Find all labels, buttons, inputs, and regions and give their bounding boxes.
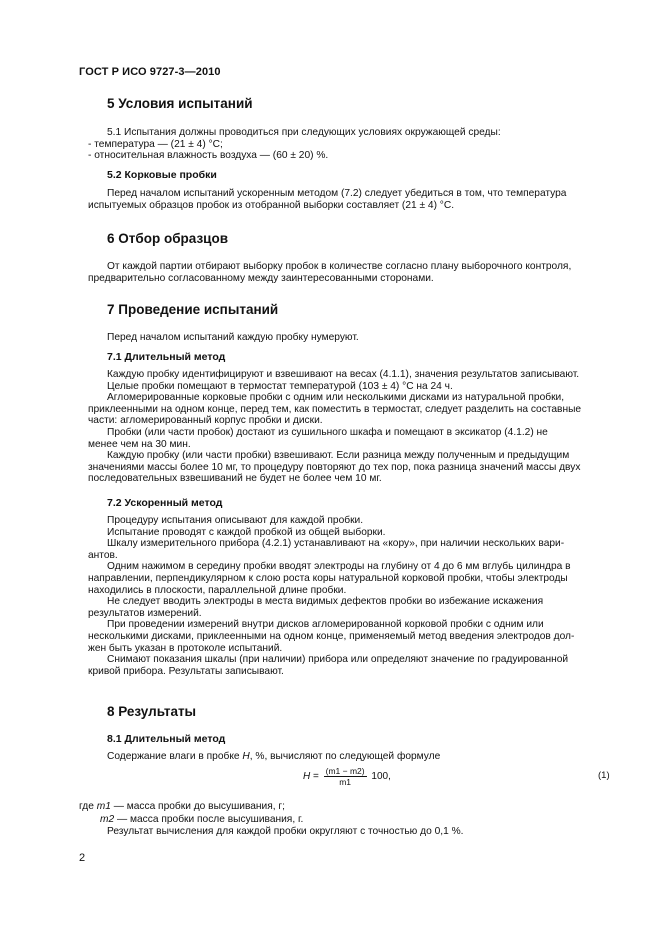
section-5-1-text xyxy=(88,127,614,162)
text-line: Перед началом испытаний каждую пробку нумеруют. xyxy=(107,332,359,343)
text-line: Одним нажимом в середину пробки вводят электроды на глубину от 4 до 6 мм вглубь цилиндра в xyxy=(107,561,571,573)
text-line: Шкалу измерительного прибора (4.2.1) устанавливают на «кору», при наличии нескольких вари- xyxy=(107,538,565,550)
text-line: Процедуру испытания описывают для каждой пробки. xyxy=(107,515,364,526)
intro-pre: Содержание влаги в пробке xyxy=(107,751,243,762)
text-line: последовательных взвешиваний не будет не более чем 10 мг. xyxy=(88,473,382,485)
section-8-1-title: 8.1 Длительный метод xyxy=(107,733,226,745)
section-7-2-title: 7.2 Ускоренный метод xyxy=(107,497,223,509)
text-line: Снимают показания шкалы (при наличии) прибора или определяют значение по градуированной xyxy=(107,654,569,666)
section-5-title: 5 Условия испытаний xyxy=(107,96,253,111)
section-5-2-text xyxy=(88,188,614,211)
text-line: предварительно согласованному между заинтересованными сторонами. xyxy=(88,272,434,284)
formula-denominator: m1 xyxy=(339,777,352,787)
text-line: значениями массы более 10 мг, то процедуру повторяют до тех пор, пока разница значений массы двух xyxy=(88,461,581,473)
text-line: направлении, перпендикулярном к слою роста коры натуральной корковой пробки, чтобы электроды xyxy=(88,572,568,584)
variable-m2: m2 xyxy=(100,814,115,825)
section-8-1-intro xyxy=(88,751,614,763)
where-m1-text: — масса пробки до высушивания, г; xyxy=(110,801,285,812)
text-line: Каждую пробку (или части пробки) взвешивают. Если разница между полученным и предыдущим xyxy=(107,450,570,462)
text-line: - относительная влажность воздуха — (60 ± 20) %. xyxy=(88,150,329,162)
section-7-title: 7 Проведение испытаний xyxy=(107,302,279,317)
text-line: Пробки (или части пробок) достают из сушильного шкафа и помещают в эксикатор (4.1.2) не xyxy=(107,426,548,438)
formula-equals: = xyxy=(310,771,322,783)
text-line: кривой прибора. Результаты записывают. xyxy=(88,665,284,677)
text-line: антов. xyxy=(88,549,118,561)
text-line: Результат вычисления для каждой пробки округляют с точностью до 0,1 %. xyxy=(107,826,464,837)
text-line xyxy=(88,751,614,763)
text-line: жен быть указан в протоколе испытаний. xyxy=(88,642,283,654)
where-line-2 xyxy=(100,814,303,825)
text-line: находились в плоскости, параллельной длине пробки. xyxy=(88,584,347,596)
section-8-title: 8 Результаты xyxy=(107,704,197,719)
text-line: Испытание проводят с каждой пробкой из общей выборки. xyxy=(107,526,386,538)
formula-number: (1) xyxy=(598,770,610,781)
text-line: 5.1 Испытания должны проводиться при следующих условиях окружающей среды: xyxy=(107,127,501,138)
text-line: Каждую пробку идентифицируют и взвешивают на весах (4.1.1), значения результатов записывают. xyxy=(107,369,580,380)
text-line: Агломерированные корковые пробки с одним или несколькими дисками из натуральной пробки, xyxy=(107,392,565,404)
page-number: 2 xyxy=(79,852,86,864)
text-line: испытуемых образцов пробок из отобранной выборки составляет (21 ± 4) °С. xyxy=(88,199,455,211)
text-line: части: агломерированный корпус пробки и диски. xyxy=(88,415,323,427)
formula-tail: 100, xyxy=(368,771,391,783)
text-line: несколькими дисками, приклеенными на одном конце, применяемый метод введения электродов дол- xyxy=(88,630,575,642)
text-line: результатов измерений. xyxy=(88,607,202,619)
text-line: Перед началом испытаний ускоренным методом (7.2) следует убедиться в том, что температура xyxy=(107,188,567,199)
formula-lhs: H xyxy=(303,771,311,783)
variable-h: H xyxy=(242,751,250,762)
formula-1 xyxy=(303,766,391,787)
text-line: приклеенными на одном конце, перед тем, как поместить в термостат, следует разделить на составные xyxy=(88,403,582,415)
formula-fraction xyxy=(324,766,367,787)
section-8-1-final xyxy=(88,826,614,838)
where-m2-text: — масса пробки после высушивания, г. xyxy=(114,814,304,825)
text-line: При проведении измерений внутри дисков агломерированной корковой пробки с одним или xyxy=(107,619,544,631)
section-6-text xyxy=(88,261,614,284)
where-line-1 xyxy=(79,801,285,812)
section-5-2-title: 5.2 Корковые пробки xyxy=(107,169,217,181)
text-line: - температура — (21 ± 4) °С; xyxy=(88,138,223,150)
section-7-1-title: 7.1 Длительный метод xyxy=(107,351,226,363)
text-line: Не следует вводить электроды в места видимых дефектов пробки во избежание искажения xyxy=(107,596,544,608)
section-7-1-text xyxy=(88,369,614,485)
variable-m1: m1 xyxy=(96,801,111,812)
text-line: Целые пробки помещают в термостат температурой (103 ± 4) °С на 24 ч. xyxy=(107,380,453,392)
section-7-intro xyxy=(88,332,614,344)
formula-numerator: (m1 − m2) xyxy=(325,766,365,776)
intro-post: , %, вычисляют по следующей формуле xyxy=(249,751,441,762)
document-header: ГОСТ Р ИСО 9727-3—2010 xyxy=(79,66,221,78)
section-7-2-text xyxy=(88,515,614,677)
text-line: менее чем на 30 мин. xyxy=(88,438,191,450)
section-6-title: 6 Отбор образцов xyxy=(107,231,229,246)
where-pre: где xyxy=(79,801,97,812)
text-line: От каждой партии отбирают выборку пробок в количестве согласно плану выборочного контроля, xyxy=(107,261,572,272)
